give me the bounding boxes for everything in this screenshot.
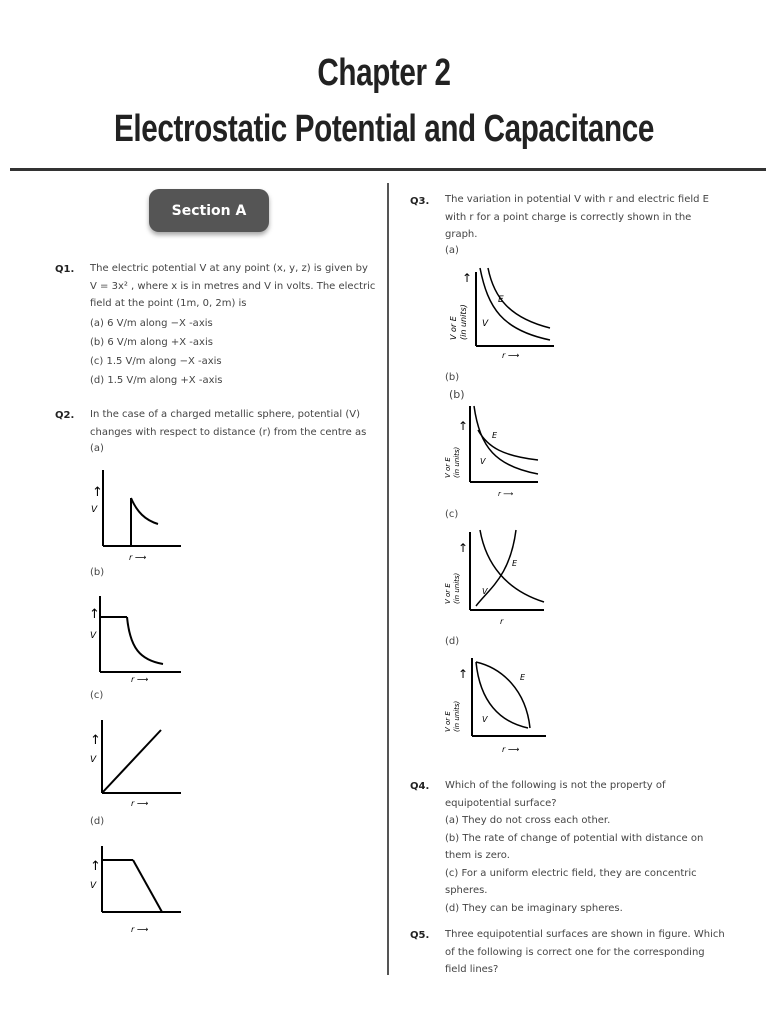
q2-line: In the case of a charged metallic sphere, potential (V) [90,409,360,420]
q3-graph-b [440,400,560,510]
q4-option-d: (d) They can be imaginary spheres. [445,902,623,914]
q3-graph-d [440,652,560,762]
q1-number: Q1. [55,264,75,275]
q5-line: of the following is correct one for the corresponding [445,946,705,958]
q3-d-axis-unit: (in units) [453,700,461,732]
q2-number: Q2. [55,410,75,421]
q3-a-up-arrow: ↑ [462,271,473,285]
q3-d-axis-r: r ⟶ [502,745,520,754]
q3-b-axis-y: V or E [444,457,452,478]
q3-d-axis-y: V or E [444,711,452,732]
q2-a-axis-r: r ⟶ [129,553,147,562]
q3-text [445,191,755,244]
q2-graph-d-label: (d) [90,816,105,827]
q3-number: Q3. [410,196,430,207]
q3-graph-a-label: (a) [445,245,459,256]
q2-line: changes with respect to distance (r) from the centre as [90,426,367,438]
q2-graph-c-label: (c) [90,690,104,701]
q2-c-up-arrow: ↑ [90,733,101,748]
q3-a-curve-v: V [482,319,489,329]
q4-line: Which of the following is not the property of [445,780,666,791]
q3-d-curve-e: E [520,673,526,682]
q2-a-up-arrow: ↑ [92,485,103,500]
q1-option-c: (c) 1.5 V/m along −X -axis [90,356,222,367]
q2-b-axis-r: r ⟶ [131,675,149,684]
q4-line: equipotential surface? [445,797,557,809]
q4-option-b: (b) The rate of change of potential with distance on [445,832,704,844]
q3-graph-b-label-repeat: (b) [449,388,465,401]
q5-text [445,926,755,979]
q3-b-up-arrow: ↑ [458,419,469,433]
q3-a-axis-r: r ⟶ [502,351,520,360]
q1-option-a: (a) 6 V/m along −X -axis [90,318,213,329]
q2-graph-c [85,710,195,815]
q1-line: V = 3x² , where x is in metres and V in volts. The electric [90,280,376,292]
chapter-title: Electrostatic Potential and Capacitance [114,108,654,150]
q1-line: The electric potential V at any point (x, y, z) is given by [90,263,368,274]
q3-graph-c-label: (c) [445,509,459,520]
header-divider [10,168,766,171]
q2-b-axis-v: V [90,631,97,641]
q2-graph-b [85,586,195,691]
q2-a-axis-v: V [91,505,98,515]
q2-b-up-arrow: ↑ [89,607,100,622]
q5-line: field lines? [445,964,499,975]
q3-c-curve-e: E [512,559,518,568]
q3-line: with r for a point charge is correctly shown in the [445,211,692,223]
q1-option-d: (d) 1.5 V/m along +X -axis [90,375,223,386]
q2-graph-a-label: (a) [90,443,104,454]
q3-graph-a [440,258,560,368]
q2-d-up-arrow: ↑ [90,859,101,874]
q2-graph-a [85,460,195,565]
q3-b-curve-e: E [492,431,498,440]
q4-number: Q4. [410,781,430,792]
q2-graph-b-label: (b) [90,567,105,578]
q3-line: The variation in potential V with r and electric field E [445,194,709,205]
q5-number: Q5. [410,930,430,941]
q3-d-up-arrow: ↑ [458,667,469,681]
q3-a-axis-unit: (in units) [459,304,468,340]
q4-option-a: (a) They do not cross each other. [445,815,611,826]
q1-line: field at the point (1m, 0, 2m) is [90,298,247,309]
q3-c-axis-unit: (in units) [453,572,461,604]
q2-c-axis-v: V [90,755,97,765]
q3-b-curve-v: V [480,457,486,466]
q2-c-axis-r: r ⟶ [131,799,149,808]
q3-a-axis-y: V or E [449,316,458,340]
q5-line: Three equipotential surfaces are shown in figure. Which [445,929,725,940]
q4-text [445,777,755,917]
chapter-number: Chapter 2 [317,52,451,94]
q3-c-curve-v: V [482,587,488,596]
q1-option-b: (b) 6 V/m along +X -axis [90,337,213,348]
q4-option-c: (c) For a uniform electric field, they are concentric [445,867,697,879]
q3-a-curve-e: E [498,295,504,305]
q3-line: graph. [445,229,478,240]
q3-d-curve-v: V [482,715,488,724]
q2-d-axis-r: r ⟶ [131,925,149,934]
q3-c-axis-y: V or E [444,583,452,604]
column-divider [387,183,389,975]
q3-graph-b-label: (b) [445,372,460,383]
q3-graph-c [440,524,560,634]
q1-text [90,260,380,313]
q4-option-c-cont: spheres. [445,885,488,896]
q2-graph-d [85,836,195,941]
q3-b-axis-r: r ⟶ [498,490,514,498]
q3-b-axis-unit: (in units) [453,446,461,478]
q3-c-up-arrow: ↑ [458,541,469,555]
q3-c-axis-r: r [500,617,504,626]
q2-d-axis-v: V [90,881,97,891]
section-a-badge: Section A [149,189,269,232]
q2-text [90,406,380,441]
q3-graph-d-label: (d) [445,636,460,647]
q4-option-b-cont: them is zero. [445,850,510,861]
